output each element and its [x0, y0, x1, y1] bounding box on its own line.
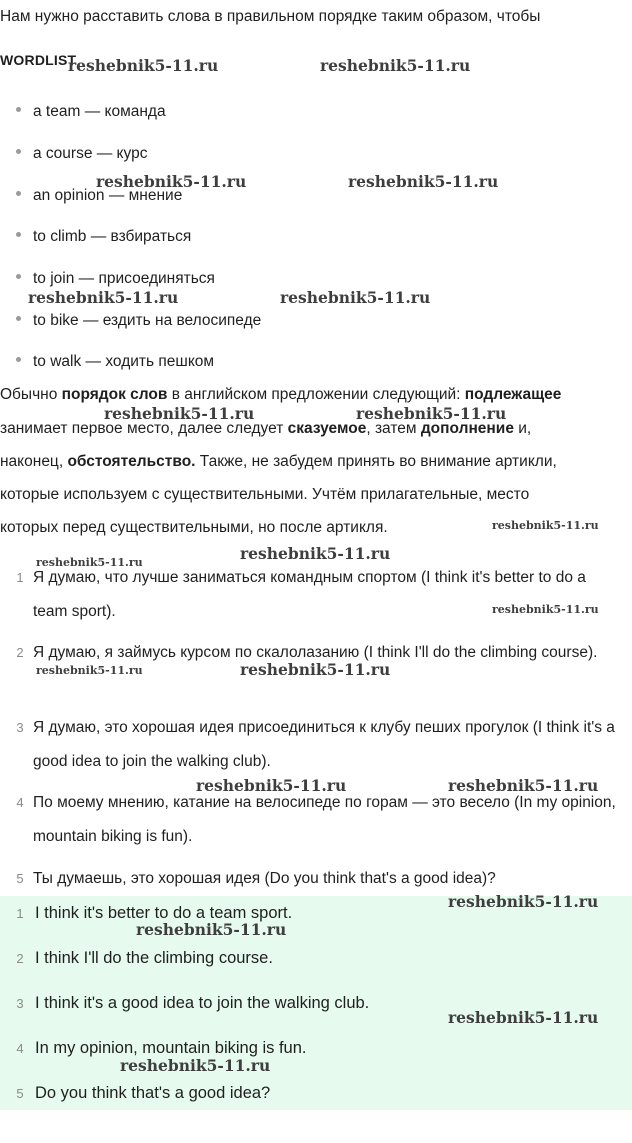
rule-line: Обычно порядок слов в английском предложении следующий: подлежащее — [0, 386, 562, 403]
watermark: reshebnik5-11.ru — [104, 404, 255, 423]
answer-number: 1 — [16, 906, 24, 921]
rule-line: наконец, обстоятельство. Также, не забудем принять во внимание артикли, — [0, 453, 557, 470]
answer-number: 5 — [16, 1086, 24, 1101]
wordlist-item-text: to walk — ходить пешком — [33, 353, 215, 370]
watermark: reshebnik5-11.ru — [492, 603, 599, 616]
wordlist-item-text: an opinion — мнение — [33, 187, 183, 204]
watermark: reshebnik5-11.ru — [28, 288, 179, 307]
watermark: reshebnik5-11.ru — [240, 660, 391, 679]
watermark: reshebnik5-11.ru — [348, 172, 499, 191]
item-text: Я думаю, это хорошая идея присоединиться к клубу пеших прогулок (I think it's a good idea to join the walking club). — [33, 719, 615, 770]
bullet-icon — [16, 107, 21, 112]
item-text: Ты думаешь, это хорошая идея (Do you think that's a good idea)? — [33, 870, 496, 887]
answer-text: Do you think that's a good idea? — [35, 1084, 271, 1102]
watermark: reshebnik5-11.ru — [240, 544, 391, 563]
item-number: 4 — [16, 795, 24, 810]
intro-text: Нам нужно расставить слова в правильном порядке таким образом, чтобы — [0, 8, 541, 25]
rule-line: занимает первое место, далее следует сказуемое, затем дополнение и, — [0, 420, 532, 437]
watermark: reshebnik5-11.ru — [280, 288, 431, 307]
wordlist-item — [16, 145, 147, 163]
wordlist-item — [16, 103, 166, 121]
watermark: reshebnik5-11.ru — [96, 172, 247, 191]
watermark: reshebnik5-11.ru — [68, 56, 219, 75]
watermark: reshebnik5-11.ru — [36, 664, 143, 677]
item-number: 5 — [16, 871, 24, 886]
answer-text: I think it's better to do a team sport. — [35, 904, 293, 922]
bullet-icon — [16, 316, 21, 321]
watermark: reshebnik5-11.ru — [136, 920, 287, 939]
wordlist-item — [16, 270, 215, 288]
item-number: 2 — [16, 645, 24, 660]
answers-panel — [0, 896, 632, 1110]
wordlist-item — [16, 228, 191, 246]
watermark: reshebnik5-11.ru — [356, 404, 507, 423]
bullet-icon — [16, 357, 21, 362]
watermark: reshebnik5-11.ru — [448, 776, 599, 795]
wordlist-title: WORDLIST — [0, 52, 77, 68]
watermark: reshebnik5-11.ru — [448, 1008, 599, 1027]
item-text: По моему мнению, катание на велосипеде по горам — это весело (In my opinion, mountain biking is fun). — [33, 794, 616, 845]
wordlist-item-text: to join — присоединяться — [33, 270, 215, 287]
wordlist-item-text: a team — команда — [33, 103, 166, 120]
watermark: reshebnik5-11.ru — [196, 776, 347, 795]
bullet-icon — [16, 149, 21, 154]
wordlist-item — [16, 353, 214, 371]
answer-number: 4 — [16, 1041, 24, 1056]
rule-line: которых перед существительными, но после артикля. — [0, 519, 388, 536]
watermark: reshebnik5-11.ru — [120, 1056, 271, 1075]
answer-number: 2 — [16, 951, 24, 966]
watermark: reshebnik5-11.ru — [492, 519, 599, 532]
item-text: Я думаю, я займусь курсом по скалолазанию (I think I'll do the climbing course). — [33, 644, 598, 661]
item-text: Я думаю, что лучше заниматься командным спортом (I think it's better to do a team sport). — [33, 569, 586, 620]
bullet-icon — [16, 232, 21, 237]
watermark: reshebnik5-11.ru — [448, 892, 599, 911]
rule-line: которые используем с существительными. Учтём прилагательные, место — [0, 486, 530, 503]
wordlist-item-text: to bike — ездить на велосипеде — [33, 312, 262, 329]
answer-text: I think it's a good idea to join the walking club. — [35, 994, 370, 1012]
answer-number: 3 — [16, 996, 24, 1011]
watermark: reshebnik5-11.ru — [36, 556, 143, 569]
wordlist-item-text: a course — курс — [33, 145, 148, 162]
wordlist-item — [16, 312, 261, 330]
item-number: 1 — [16, 570, 24, 585]
answer-text: I think I'll do the climbing course. — [35, 949, 273, 967]
watermark: reshebnik5-11.ru — [320, 56, 471, 75]
item-number: 3 — [16, 720, 24, 735]
bullet-icon — [16, 274, 21, 279]
answer-text: In my opinion, mountain biking is fun. — [35, 1039, 307, 1057]
bullet-icon — [16, 191, 21, 196]
wordlist-item-text: to climb — взбираться — [33, 228, 192, 245]
